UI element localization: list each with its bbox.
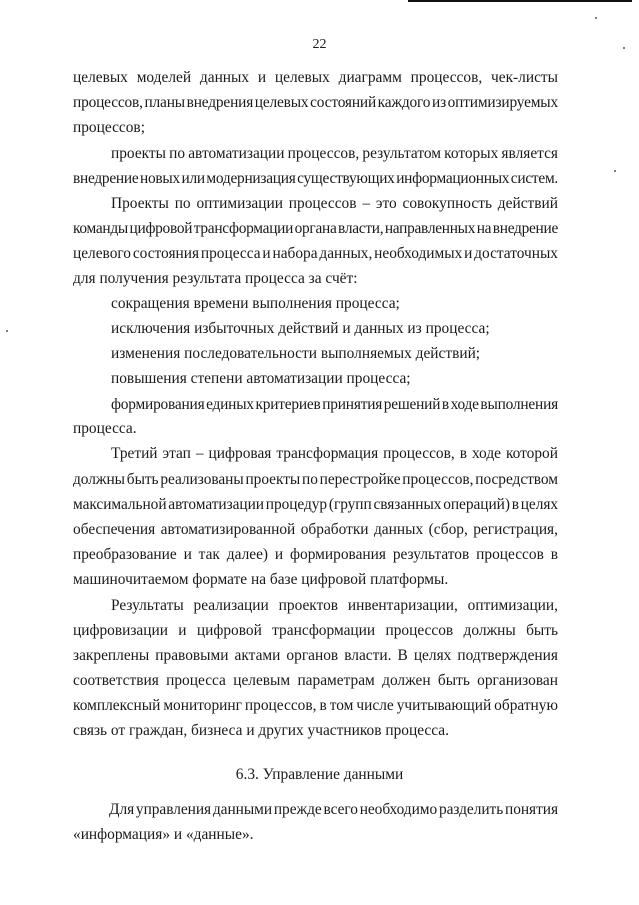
text-line: должны быть реализованы проекты по перестройке процессов, посредством [73, 471, 558, 488]
text-line: внедрение новых или модернизация существующих информационных систем. [73, 170, 558, 187]
text-line: Результаты реализации проектов инвентаризации, оптимизации, [111, 597, 558, 614]
text-line: процессов, планы внедрения целевых состояний каждого из оптимизируемых [73, 94, 558, 111]
text-line: формирования единых критериев принятия решений в ходе выполнения [111, 396, 558, 413]
text-line: Для управления данными прежде всего необходимо разделить понятия [109, 801, 558, 818]
text-line: сокращения времени выполнения процесса; [111, 295, 400, 312]
text-line: проекты по автоматизации процессов, результатом которых является [111, 145, 558, 162]
text-line: Третий этап – цифровая трансформация процессов, в ходе которой [111, 445, 558, 462]
text-line: соответствия процесса целевым параметрам должен быть организован [73, 672, 558, 689]
scan-edge-line [408, 0, 632, 2]
text-line: исключения избыточных действий и данных из процесса; [111, 320, 490, 337]
text-line: процесса. [73, 420, 137, 437]
text-line: связь от граждан, бизнеса и других участников процесса. [73, 722, 449, 739]
text-line: целевых моделей данных и целевых диаграмм процессов, чек-листы [73, 69, 558, 86]
scan-speck [595, 17, 597, 19]
page-number: 22 [312, 37, 327, 52]
text-line: для получения результата процесса за счёт: [73, 270, 358, 287]
text-line: изменения последовательности выполняемых действий; [111, 345, 481, 362]
section-heading: 6.3. Управление данными [235, 766, 404, 783]
text-line: машиночитаемом формате на базе цифровой платформы. [73, 571, 449, 588]
text-line: повышения степени автоматизации процесса; [111, 370, 411, 387]
scan-speck [6, 330, 8, 332]
text-line: максимальной автоматизации процедур (групп связанных операций) в целях [73, 496, 558, 513]
text-line: преобразование и так далее) и формирования результатов процессов в [73, 546, 558, 563]
text-line: «информация» и «данные». [73, 826, 254, 843]
scan-speck [614, 170, 616, 172]
text-line: целевого состояния процесса и набора данных, необходимых и достаточных [73, 245, 558, 262]
text-line: обеспечения автоматизированной обработки данных (сбор, регистрация, [73, 521, 558, 538]
text-line: закреплены правовыми актами органов власти. В целях подтверждения [73, 647, 558, 664]
text-line: цифровизации и цифровой трансформации процессов должны быть [73, 622, 558, 639]
text-line: комплексный мониторинг процессов, в том числе учитывающий обратную [73, 697, 558, 714]
text-line: команды цифровой трансформации органа власти, направленных на внедрение [73, 220, 558, 237]
text-line: Проекты по оптимизации процессов – это совокупность действий [111, 195, 558, 212]
text-line: процессов; [73, 119, 145, 136]
